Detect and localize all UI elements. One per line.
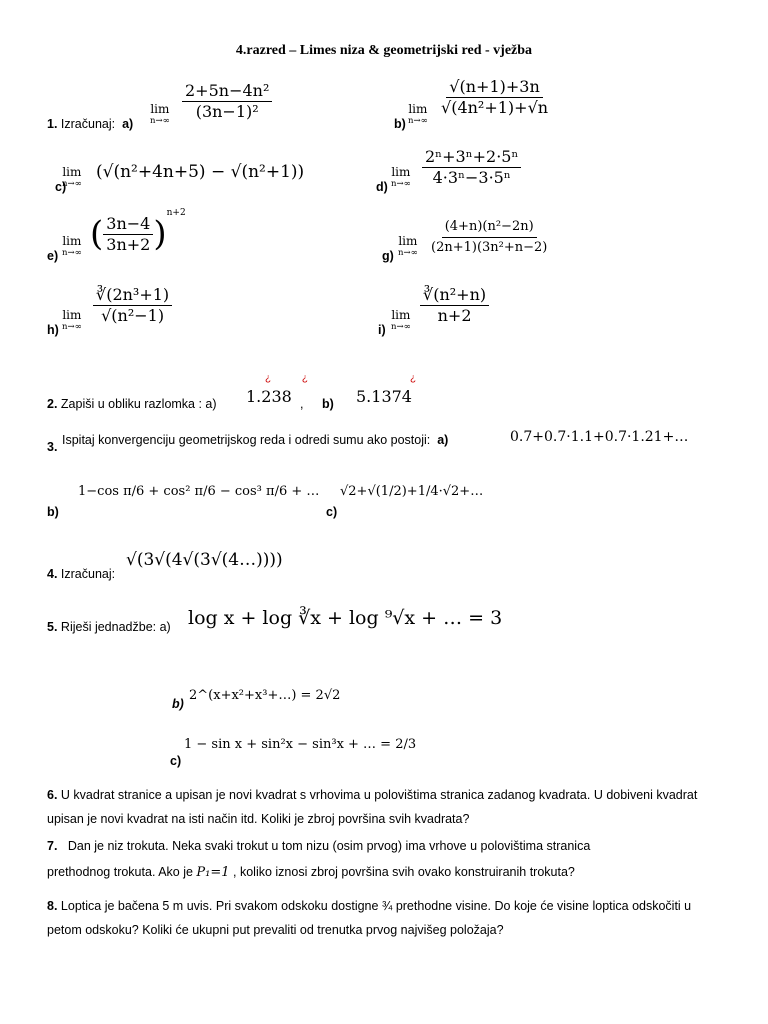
limit-operator: lim n→∞: [150, 102, 170, 126]
task2-separator: ,: [300, 397, 304, 411]
limit-operator: lim n→∞: [408, 102, 428, 126]
task3-text: Ispitaj konvergenciju geometrijskog reda i odredi sumu ako postoji: a): [62, 433, 449, 447]
task1h-fraction: $\frac{\text{∛(2n³+1)}}{\text{√(n²−1)}}$: [93, 286, 172, 325]
task1d-fraction: $\frac{\text{2ⁿ+3ⁿ+2·5ⁿ}}{\text{4·3ⁿ−3·5ⁿ}}$: [422, 148, 521, 187]
limit-operator: lim n→∞: [398, 234, 418, 258]
task4-label: 4. Izračunaj:: [47, 567, 116, 581]
task1-label: 1. Izračunaj: a): [47, 117, 134, 131]
task1a-fraction: $\frac{\text{2+5n−4n²}}{\text{(3n−1)²}}$: [182, 82, 272, 121]
task1c-label: c): [55, 180, 67, 194]
task1d-label: d): [376, 180, 388, 194]
task1g-fraction: $\frac{\text{(4+n)(n²−2n)}}{\text{(2n+1)(3n²+n−2)}}$: [431, 219, 548, 255]
task1g-label: g): [382, 249, 394, 263]
task3-label: 3.: [47, 440, 58, 454]
task5b-equation: 2^(x+x²+x³+…) = 2√2: [189, 688, 341, 703]
task2b-number: 5.1374: [356, 387, 412, 406]
task5c-label: c): [170, 754, 182, 768]
page-title: 4.razred – Limes niza & geometrijski red - vježba: [235, 43, 533, 58]
task3b-series: 1−cos π/6 + cos² π/6 − cos³ π/6 + …: [78, 484, 320, 499]
task2b-label: b): [322, 397, 334, 411]
task2a-number: 1.238: [246, 387, 292, 406]
limit-operator: lim n→∞: [391, 165, 411, 189]
task7-text-line1: 7. Dan je niz trokuta. Neka svaki trokut u tom nizu (osim prvog) ima vrhove u polovištima stranica: [47, 839, 591, 853]
task5c-equation: 1 − sin x + sin²x − sin³x + … = 2/3: [184, 737, 417, 752]
task3b-label: b): [47, 505, 59, 519]
task7-text-line2: prethodnog trokuta. Ako je P₁=1 , koliko iznosi zbroj površina svih ovako konstruiranih trokuta?: [47, 865, 575, 880]
task4-nested-root: √(3√(4√(3√(4…)))): [126, 550, 283, 570]
task5a-equation: log x + log ∛x + log ⁹√x + … = 3: [188, 607, 503, 629]
task1b-fraction: $\frac{√(n+1)+3n}{\text{√(4n²+1)+√n}}$: [441, 77, 549, 117]
limit-operator: lim n→∞: [62, 308, 82, 332]
task3c-series: √2+√(1/2)+1/4·√2+…: [340, 484, 484, 499]
task1i-label: i): [378, 323, 386, 337]
limit-operator: lim n→∞: [62, 234, 82, 258]
task2-label: 2. Zapiši u obliku razlomka : a): [47, 397, 217, 411]
task5b-label: b): [172, 697, 184, 711]
task6-text: 6. U kvadrat stranice a upisan je novi kvadrat s vrhovima u polovištima stranica zadanog kvadrata. U dobiveni kvadrat upisan je novi kvadrat na isti način itd. Koliki je zbroj površina svih kvadrata?: [47, 788, 698, 826]
limit-operator: lim n→∞: [391, 308, 411, 332]
limit-operator: lim n→∞: [62, 165, 82, 189]
task2b-repeat-mark: ¿: [410, 373, 417, 384]
task5-label: 5. Riješi jednadžbe: a): [47, 620, 171, 634]
task2a-repeat-marks: ¿ ¿: [265, 373, 322, 384]
task3c-label: c): [326, 505, 338, 519]
task1h-label: h): [47, 323, 59, 337]
task1e-label: e): [47, 249, 59, 263]
task1c-expression: (√(n²+4n+5) − √(n²+1)): [96, 162, 305, 182]
task3a-series: 0.7+0.7·1.1+0.7·1.21+…: [510, 429, 689, 445]
task1b-label: b): [394, 117, 406, 131]
task8-text: 8. Loptica je bačena 5 m uvis. Pri svakom odskoku dostigne ¾ prethodne visine. Do koje će visine loptica odskočiti u petom odskoku? Koliki će ukupni put prevaliti od trenutka prvog najvišeg položaja?: [47, 899, 692, 937]
task1i-fraction: $\frac{\text{∛(n²+n)}}{n+2}$: [420, 286, 489, 325]
task1e-expression: ( $\frac{3n-4}{3n+2}$ )$^{n+2}$: [90, 208, 186, 254]
